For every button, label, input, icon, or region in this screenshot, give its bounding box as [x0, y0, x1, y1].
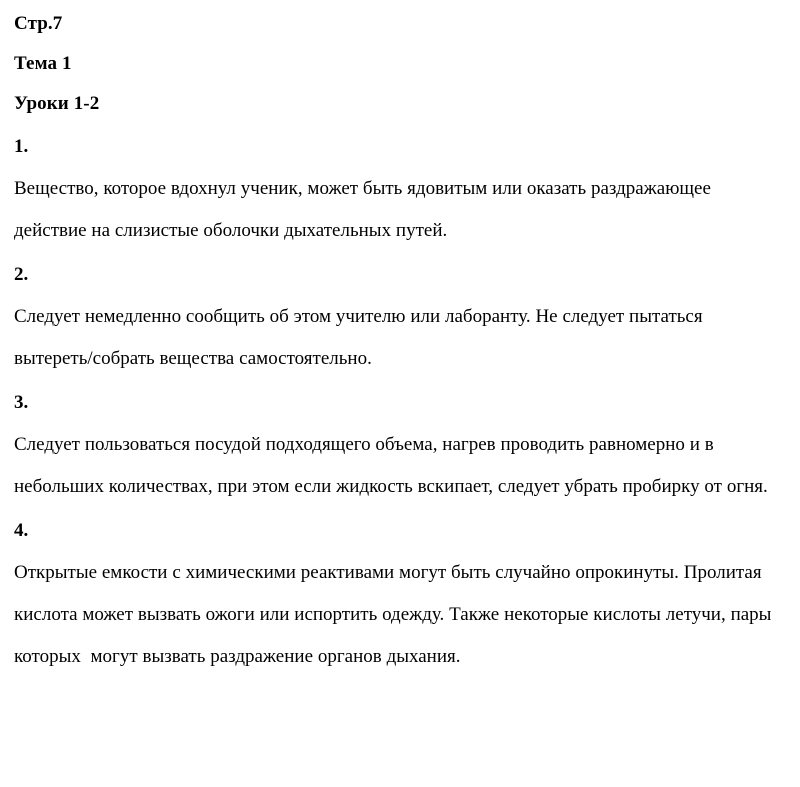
lessons-heading: Уроки 1-2: [14, 93, 100, 114]
topic-heading: Тема 1: [14, 53, 72, 74]
item-text: Вещество, которое вдохнул ученик, может быть ядовитым или оказать раздражающее действие на слизистые оболочки дыхательных путей.: [14, 178, 716, 241]
answer-item: [14, 254, 780, 380]
answer-item: [14, 382, 780, 508]
item-text: Следует пользоваться посудой подходящего объема, нагрев проводить равномерно и в небольших количествах, при этом если жидкость вскипает, следует убрать пробирку от огня.: [14, 434, 768, 497]
item-number: 3.: [14, 392, 29, 413]
page-label: Стр.7: [14, 13, 63, 34]
answer-item: [14, 510, 780, 678]
item-text: Следует немедленно сообщить об этом учителю или лаборанту. Не следует пытаться вытереть/собрать вещества самостоятельно.: [14, 306, 708, 369]
item-text: Открытые емкости с химическими реактивами могут быть случайно опрокинуты. Пролитая кислота может вызвать ожоги или испортить одежду. Также некоторые кислоты летучи, пары которых могут вызвать раздражение органов дыхания.: [14, 562, 777, 667]
answer-item: [14, 126, 780, 252]
item-number: 4.: [14, 520, 29, 541]
item-number: 1.: [14, 136, 29, 157]
item-number: 2.: [14, 264, 29, 285]
